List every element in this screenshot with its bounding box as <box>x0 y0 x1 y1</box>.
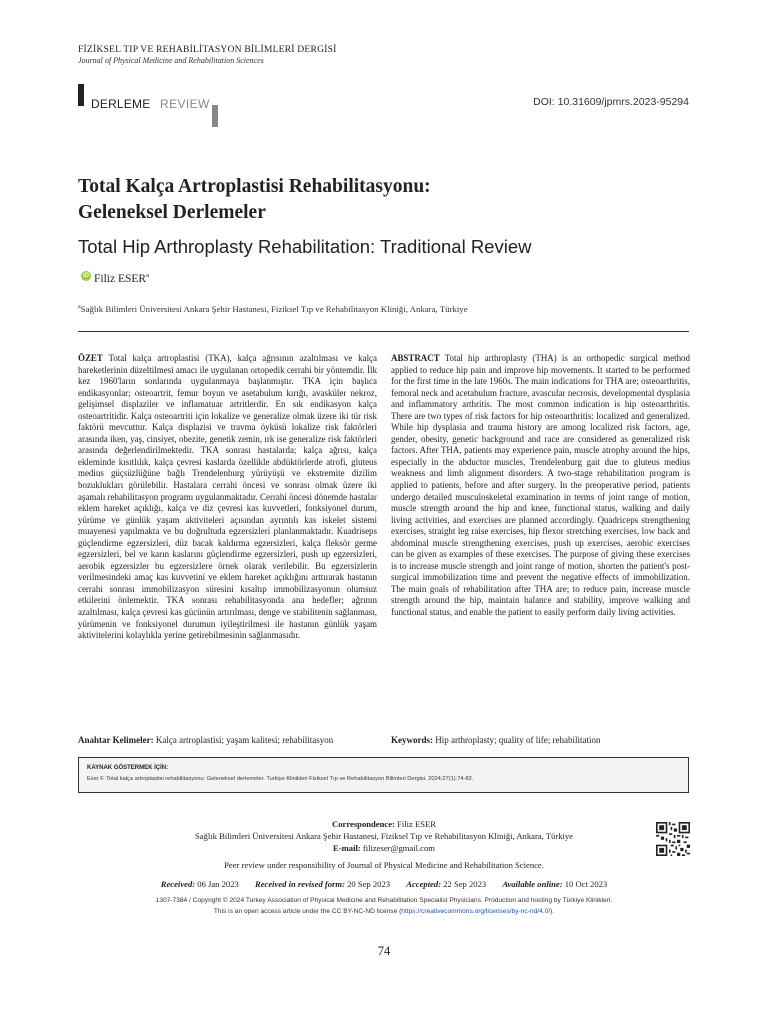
article-type-en: REVIEW <box>160 97 210 111</box>
citation-text: Eser F. Total kalça artroplastisi rehabilitasyonu: Geleneksel derlemeler. Turkiye Klinikleri Fiziksel Tıp ve Rehabilitasyon Bilimleri Dergisi. 2024;27(1):74-82. <box>87 776 474 782</box>
abstract-en-text: Total hip arthroplasty (THA) is an orthopedic surgical method applied to reduce hip pain and improve hip movements. It started to be performed for the first time in the late 1960s. The main indications for THA are; osteoarthritis, femoral neck and acetabulum fracture, avascular necrosis, developmental dysplasia and inflammatory arthritis. The most common indication is hip osteoarthritis. There are two types of risk factors for hip osteoarthritis: localized and generalized. While hip dysplasia and trauma history are among localized risk factors, age, gender, obesity, genetic background and race are considered as generalized risk factors. After THA, patients may experience pain, muscle atrophy around the hips, especially in the abductor muscles, Trendelenburg gait due to gluteus medius weakness and limb alignment disorders. A two-stage rehabilitation program is applied to patients, before and after surgery. In the preoperative period, patients undergo detailed musculoskeletal examination in terms of joint range of motion, muscle strength around the hip and knee, functional status, walking and daily living activities, and exercises are planned accordingly. Quadriceps strengthening exercises, straight leg raise exercises, hip flexor stretching exercises, low back and abdominal muscle strengthening exercises, push up exercises, aerobic exercises can be given as examples of these exercises. The purpose of giving these exercises is to increase muscle strength and joint range of motion, shorten the patient's post-surgical immobilization time and prevent the negative effects of immobilization. The main goals of rehabilitation after THA are; to reduce pain, increase muscle strength around the hip, maintain balance and stability, improve walking and functional status, and enable the patient to easily perform daily living activities. <box>391 353 690 618</box>
journal-name-en: Journal of Physical Medicine and Rehabilitation Sciences <box>78 56 264 65</box>
keywords-en-text: Hip arthroplasty; quality of life; rehabilitation <box>435 735 601 745</box>
citation-box <box>78 757 689 793</box>
keywords-tr-text: Kalça artroplastisi; yaşam kalitesi; rehabilitasyon <box>155 735 334 745</box>
abstract-en <box>391 353 690 619</box>
keywords-en-label: Keywords: <box>391 735 433 745</box>
affiliation-sup: a <box>78 304 81 311</box>
doi[interactable]: DOI: 10.31609/jpmrs.2023-95294 <box>533 96 689 108</box>
accepted-date: 22 Sep 2023 <box>443 879 487 889</box>
abstract-en-label: ABSTRACT <box>391 353 440 363</box>
received-date: 06 Jan 2023 <box>197 879 239 889</box>
license-line <box>100 908 668 915</box>
citation-heading: KAYNAK GÖSTERMEK İÇİN: <box>87 765 169 771</box>
title-tr <box>78 174 678 226</box>
affiliation-text: Sağlık Bilimleri Üniversitesi Ankara Şehir Hastanesi, Fiziksel Tıp ve Rehabilitasyon Kliniği, Ankara, Türkiye <box>80 304 468 314</box>
author-sup: a <box>146 272 149 279</box>
license-link[interactable]: https://creativecommons.org/licenses/by-nc-nd/4.0/ <box>401 908 551 915</box>
revised-label: Received in revised form: <box>254 879 345 889</box>
qr-code-icon[interactable] <box>656 822 690 856</box>
title-tr-line1: Total Kalça Artroplastisi Rehabilitasyonu: <box>78 176 431 197</box>
email-label: E-mail: <box>333 843 361 853</box>
article-type-tr: DERLEME <box>91 97 151 111</box>
email-link[interactable]: filizeser@gmail.com <box>362 843 435 853</box>
accepted-label: Accepted: <box>406 879 442 889</box>
abstract-tr-label: ÖZET <box>78 353 103 363</box>
affiliation <box>78 304 468 314</box>
divider <box>78 331 689 332</box>
orcid-icon[interactable]: iD <box>83 273 89 279</box>
article-type-bar-secondary <box>212 105 218 127</box>
correspondence-label: Correspondence: <box>332 819 395 829</box>
license-pre: This is an open access article under the CC BY-NC-ND license ( <box>213 908 402 915</box>
correspondence-email-line <box>130 843 638 853</box>
license-post: ). <box>550 908 555 915</box>
keywords-en <box>391 735 600 745</box>
article-type-bar <box>78 84 84 106</box>
abstract-tr-text: Total kalça artroplastisi (TKA), kalça ağrısının azaltılması ve kalça hareketlerinin düzeltilmesi amacı ile uygulanan ortopedik cerrahi bir yöntemdir. İlk kez 1960'ların sonlarında uygulanmaya başlanmıştır. TKA için başlıca endikasyonlar; osteoartrit, femur boyun ve asetabulum kırığı, avasküler nekroz, gelişimsel displaziler ve inflamatuar artritlerdir. En sık endikasyon kalça osteoartritidir. Kalça osteoartriti için lokalize ve generalize olmak üzere iki tür risk faktörü mevcuttur. Kalça displazisi ve travma öyküsü lokalize risk faktörleri arasında iken, yaş, cinsiyet, obezite, genetik zemin, ırk ise generalize risk faktörleri arasında değerlendirilmektedir. TKA sonrası hastalarda; kalça ağrısı, kalça ekleminde kısıtlılık, kalça çevresi kaslarda özellikle abdüktörlerde atrofi, gluteus medius güçsüzlüğüne bağlı Trendelenburg yürüyüşü ve ekstremite dizilim bozuklukları görülebilir. Hastalara cerrahi öncesi ve sonrası olmak üzere iki aşamalı rehabilitasyon programı uygulanmaktadır. Cerrahi öncesi dönemde hastalar eklem hareket açıklığı, kalça ve diz çevresi kas kuvvetleri, fonksiyonel durum, yürüme ve günlük yaşam aktiviteleri açısından ayrıntılı kas iskelet sistemi muayenesi yapılmakta ve bu doğrultuda egzersizleri planlanmaktadır. Kuadriseps güçlendirme egzersizleri, düz bacak kaldırma egzersizleri, kalça fleksör germe egzersizleri, bel ve karın kaslarını güçlendirme egzersizleri, push up egzersizleri, aerobik egzersizler bu egzersizlere örnek olarak verilebilir. Bu egzersizlerin verilmesindeki amaç kas kuvvetini ve eklem hareket açıklığını arttırarak hastanın cerrahi sonrası immobilizasyon süresini kısaltıp immobilizasyonun olumsuz etkilerini önlemektir. TKA sonrası rehabilitasyonda ana hedefler; ağrının azaltılması, kalça çevresi kas gücünün artırılması, denge ve stabilitenin sağlanması, yürümenin ve fonksiyonel durumun iyileştirilmesi ile hastanın günlük yaşam aktivitelerini kolaylıkla yerine getirebilmesinin sağlanmasıdır. <box>78 353 377 641</box>
correspondence-address: Sağlık Bilimleri Üniversitesi Ankara Şehir Hastanesi, Fiziksel Tıp ve Rehabilitasyon Kliniği, Ankara, Türkiye <box>195 831 573 841</box>
page-number: 74 <box>377 944 391 958</box>
correspondence-name: Filiz ESER <box>397 819 436 829</box>
keywords-tr <box>78 735 333 745</box>
author <box>94 272 149 285</box>
online-date: 10 Oct 2023 <box>564 879 608 889</box>
peer-review-note: Peer review under responsibility of Journal of Physical Medicine and Rehabilitation Science. <box>224 860 544 870</box>
keywords-tr-label: Anahtar Kelimeler: <box>78 735 154 745</box>
author-name: Filiz ESER <box>94 272 147 285</box>
abstract-tr <box>78 353 377 642</box>
correspondence-line1 <box>130 819 638 829</box>
revised-date: 20 Sep 2023 <box>347 879 391 889</box>
dates-line <box>130 879 638 889</box>
received-label: Received: <box>160 879 196 889</box>
copyright-line: 1307-7384 / Copyright © 2024 Turkey Association of Physical Medicine and Rehabilitation Specialist Physicians. Production and hosting by Türkiye Klinikleri. <box>155 897 613 904</box>
online-label: Available online: <box>502 879 563 889</box>
title-tr-line2: Geleneksel Derlemeler <box>78 202 266 223</box>
journal-name-tr: FİZİKSEL TIP VE REHABİLİTASYON BİLİMLERİ DERGİSİ <box>78 44 337 55</box>
title-en: Total Hip Arthroplasty Rehabilitation: Traditional Review <box>78 236 532 257</box>
